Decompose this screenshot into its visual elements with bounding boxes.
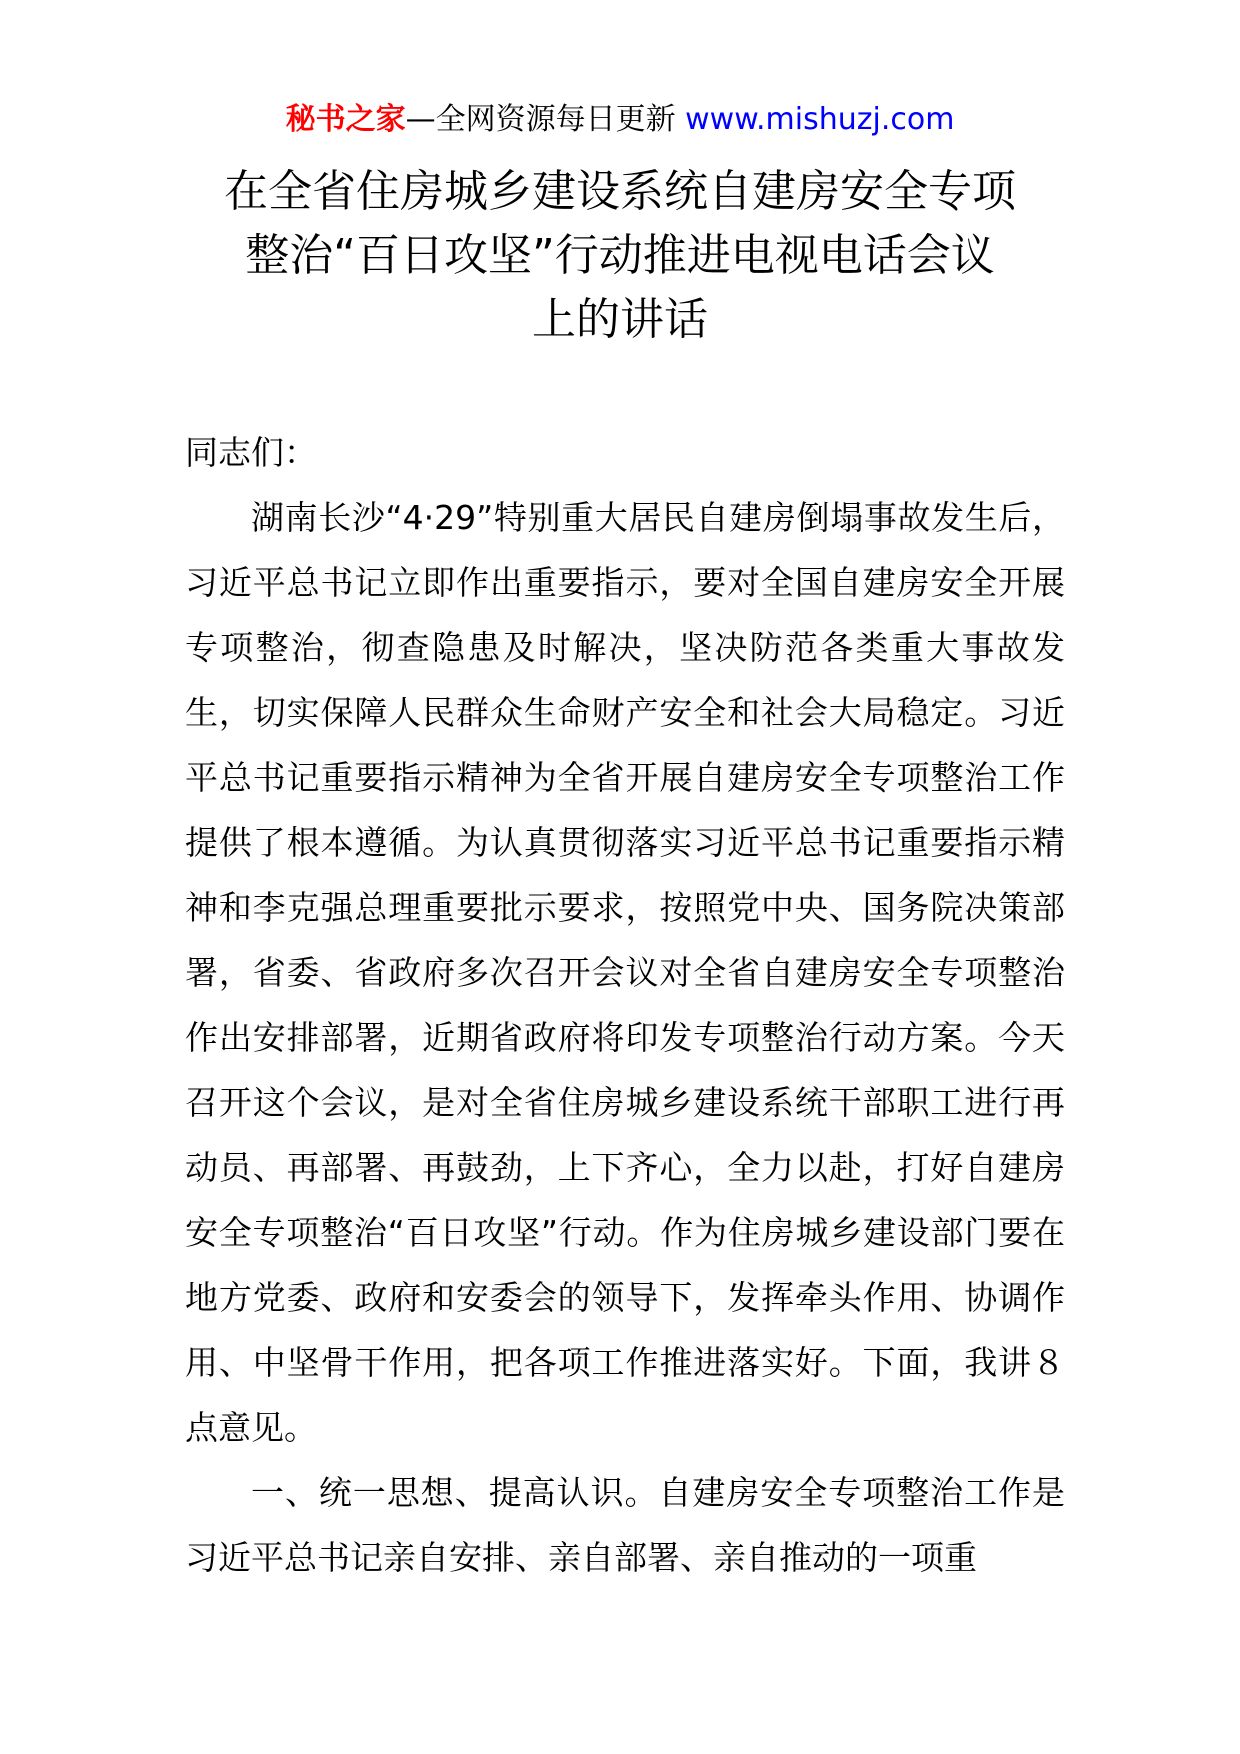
paragraph-1: 湖南长沙“4·29”特别重大居民自建房倒塌事故发生后，习近平总书记立即作出重要指示，要对全国自建房安全开展专项整治，彻查隐患及时解决，坚决防范各类重大事故发生，切实保障人民群众生命财产安全和社会大局稳定。习近平总书记重要指示精神为全省开展自建房安全专项整治工作提供了根本遵循。为认真贯彻落实习近平总书记重要指示精神和李克强总理重要批示要求，按照党中央、国务院决策部署，省委、省政府多次召开会议对全省自建房安全专项整治作出安排部署，近期省政府将印发专项整治行动方案。今天召开这个会议，是对全省住房城乡建设系统干部职工进行再动员、再部署、再鼓劲，上下齐心，全力以赴，打好自建房安全专项整治“百日攻坚”行动。作为住房城乡建设部门要在地方党委、政府和安委会的领导下，发挥牵头作用、协调作用、中坚骨干作用，把各项工作推进落实好。下面，我讲８点意见。 [185,498,1065,1447]
header-slogan: —全网资源每日更新 [405,102,686,137]
paragraph-2: 一、统一思想、提高认识。自建房安全专项整治工作是习近平总书记亲自安排、亲自部署、亲自推动的一项重 [185,1473,1065,1577]
salutation: 同志们： [185,433,317,472]
brand-name: 秘书之家 [285,102,406,137]
title-line-2: 整治“百日攻坚”行动推进电视电话会议 [245,230,995,281]
document-title [150,160,1090,352]
title-line-1: 在全省住房城乡建设系统自建房安全专项 [224,166,1016,217]
document-body [185,420,1065,1590]
header-url-link[interactable]: www.mishuzj.com [685,102,955,137]
title-line-3: 上的讲话 [532,294,708,345]
site-header [0,100,1240,140]
